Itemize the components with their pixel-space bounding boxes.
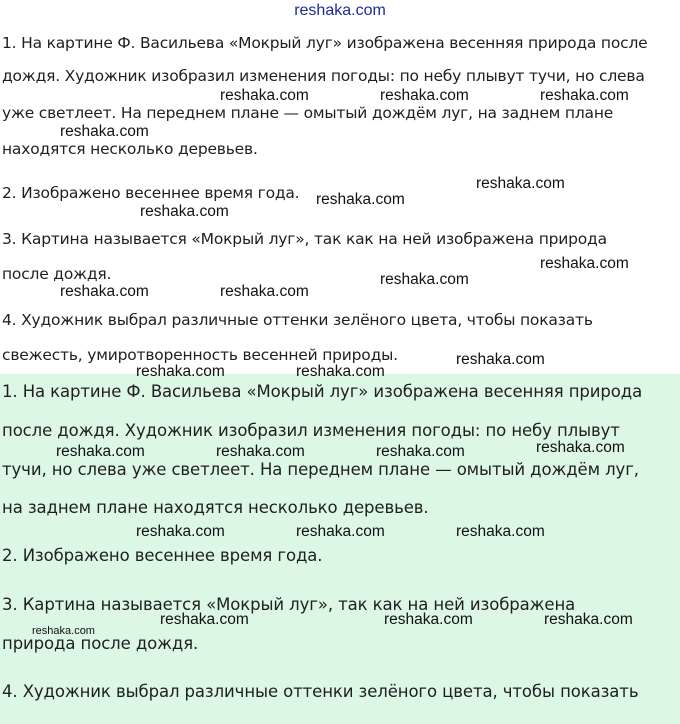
watermark: reshaka.com	[56, 443, 145, 460]
answer-line: 1. На картине Ф. Васильева «Мокрый луг» изображена весенняя природа	[2, 382, 643, 401]
watermark: reshaka.com	[32, 625, 95, 637]
watermark: reshaka.com	[296, 363, 385, 380]
watermark: reshaka.com	[220, 283, 309, 300]
highlighted-answer-block	[0, 374, 680, 724]
watermark: reshaka.com	[476, 175, 565, 192]
watermark: reshaka.com	[456, 523, 545, 540]
answer-line: дождя. Художник изобразил изменения погоды: по небу плывут тучи, но слева	[2, 67, 645, 85]
answer-line: свежесть, умиротворенность весенней природы.	[2, 346, 398, 364]
answer-line: уже светлеет. На переднем плане — омытый дождём луг, на заднем плане	[2, 104, 614, 122]
answer-line: 2. Изображено весеннее время года.	[2, 546, 323, 565]
watermark: reshaka.com	[316, 191, 405, 208]
answer-line: 4. Художник выбрал различные оттенки зелёного цвета, чтобы показать	[2, 311, 593, 329]
answer-line: 3. Картина называется «Мокрый луг», так как на ней изображена природа	[2, 230, 607, 248]
watermark: reshaka.com	[136, 363, 225, 380]
watermark: reshaka.com	[140, 203, 229, 220]
answer-line: находятся несколько деревьев.	[2, 140, 258, 158]
watermark: reshaka.com	[456, 351, 545, 368]
answer-line: тучи, но слева уже светлеет. На переднем плане — омытый дождём луг,	[2, 460, 639, 479]
watermark: reshaka.com	[160, 611, 249, 628]
watermark: reshaka.com	[220, 87, 309, 104]
watermark: reshaka.com	[60, 283, 149, 300]
watermark: reshaka.com	[296, 523, 385, 540]
watermark: reshaka.com	[536, 439, 625, 456]
watermark: reshaka.com	[540, 87, 629, 104]
answer-line: 3. Картина называется «Мокрый луг», так как на ней изображена	[2, 595, 576, 614]
answer-line: после дождя. Художник изобразил изменения погоды: по небу плывут	[2, 421, 620, 440]
watermark: reshaka.com	[216, 443, 305, 460]
answer-line: природа после дождя.	[2, 634, 199, 653]
answer-line: 4. Художник выбрал различные оттенки зелёного цвета, чтобы показать	[2, 682, 639, 701]
watermark: reshaka.com	[384, 611, 473, 628]
header-watermark: reshaka.com	[294, 2, 386, 19]
watermark: reshaka.com	[376, 443, 465, 460]
watermark: reshaka.com	[544, 611, 633, 628]
answer-line: 2. Изображено весеннее время года.	[2, 184, 300, 202]
answer-line: 1. На картине Ф. Васильева «Мокрый луг» изображена весенняя природа после	[2, 34, 648, 52]
watermark: reshaka.com	[60, 123, 149, 140]
watermark: reshaka.com	[540, 255, 629, 272]
answer-line: после дождя.	[2, 265, 112, 283]
watermark: reshaka.com	[136, 523, 225, 540]
watermark: reshaka.com	[380, 87, 469, 104]
answer-line: на заднем плане находятся несколько деревьев.	[2, 498, 429, 517]
watermark: reshaka.com	[380, 271, 469, 288]
